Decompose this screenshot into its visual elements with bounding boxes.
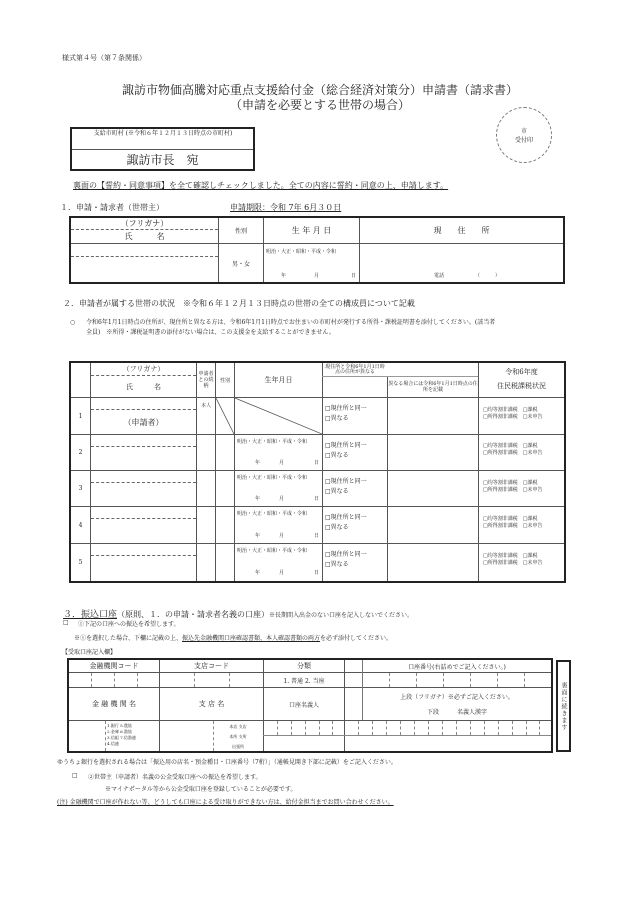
member-name-input[interactable]: （申請者） xyxy=(123,417,164,427)
tax-status-options-1[interactable]: □均等割非課税 □課税 xyxy=(483,443,538,449)
address-diff-col-header: 現住所と令和6年1月1日時点の住所が異なる xyxy=(325,363,385,375)
month-label: 月 xyxy=(279,460,285,466)
birthdate-col-header: 生年月日 xyxy=(264,376,293,384)
era-options[interactable]: 明治・大正・昭和・平成・令和 xyxy=(237,475,308,481)
holder-kanji-instruction: 下段 名義人漢字 xyxy=(426,708,487,716)
bank-name-input[interactable] xyxy=(70,722,104,750)
bank-type-option[interactable]: 2.金庫 6.漁協 xyxy=(107,729,132,734)
option2-checkbox[interactable]: □ xyxy=(72,772,78,779)
option1-note: ※①を選択した場合、下欄に記載の上、 xyxy=(74,635,183,642)
option2-label: ②世帯主（申請者）名義の公金受取口座への振込を希望します。 xyxy=(88,774,262,781)
bank-account-table xyxy=(67,658,553,753)
branch-type-option[interactable]: 出張所 xyxy=(232,744,244,749)
member-gender-input[interactable] xyxy=(217,472,233,505)
applicant-table xyxy=(69,216,565,284)
checkbox-different-address[interactable]: □異なる xyxy=(325,415,349,422)
phone-label: 電話 xyxy=(434,273,445,279)
option1-note-end: を必ず添付してください。 xyxy=(320,635,393,642)
era-options[interactable]: 明治・大正・昭和・平成・令和 xyxy=(237,548,308,554)
branch-type-option[interactable]: 本所 支所 xyxy=(229,734,247,739)
row-number: 3 xyxy=(78,485,83,492)
household-table xyxy=(69,361,566,583)
bank-type-option[interactable]: 1.銀行 5.農協 xyxy=(107,723,132,728)
row-number: 4 xyxy=(78,521,83,529)
municipality-label: 支給市町村 (※令和６年１２月１３日時点の市町村) xyxy=(93,130,233,137)
bank-code-input[interactable] xyxy=(70,674,158,686)
gender-col-header: 性別 xyxy=(219,377,230,384)
applicant-gender-select[interactable]: 男・女 xyxy=(231,260,250,268)
day-label: 日 xyxy=(314,533,320,539)
stamp-label: 受付印 xyxy=(514,137,533,144)
address-header: 現 住 所 xyxy=(433,226,490,235)
bank-type-options[interactable] xyxy=(107,723,136,747)
day-label: 日 xyxy=(314,570,320,576)
member-name-input[interactable] xyxy=(92,557,195,579)
member-furigana-input[interactable] xyxy=(92,436,195,445)
year-label: 年 xyxy=(255,460,261,466)
tax-status-options-2[interactable]: □所得割非課税 □未申告 xyxy=(483,560,543,566)
previous-address-input[interactable] xyxy=(389,472,477,505)
day-label: 日 xyxy=(314,496,320,502)
checkbox-same-address[interactable]: □現住所と同一 xyxy=(325,405,367,412)
member-furigana-input[interactable] xyxy=(92,545,195,554)
option1-note-required-docs: 振込先金融機関口座確認書類、本人確認書類の両方 xyxy=(182,635,321,642)
row-number: 2 xyxy=(78,449,83,456)
day-label: 日 xyxy=(314,460,320,466)
section1-title: １．申請・請求者（世帯主） xyxy=(60,203,164,212)
month-label: 月 xyxy=(279,533,285,539)
holder-kanji-input[interactable] xyxy=(264,737,550,750)
account-holder-header: 口座名義人 xyxy=(288,701,319,709)
tax-col-header-year: 令和6年度 xyxy=(505,368,538,376)
birth-day-label: 日 xyxy=(351,273,357,279)
tax-status-options-2[interactable]: □所得割非課税 □未申告 xyxy=(483,414,543,420)
reception-stamp-area xyxy=(496,107,552,163)
checkbox-same-address[interactable]: □現住所と同一 xyxy=(325,514,367,521)
era-options[interactable]: 明治・大正・昭和・平成・令和 xyxy=(237,511,308,517)
address-record-col-header: 異なる場合には令和6年1月1日時点の住所を記載 xyxy=(388,381,478,393)
previous-address-input[interactable] xyxy=(389,508,477,542)
applicant-era-options[interactable]: 明治・大正・昭和・平成・令和 xyxy=(266,249,337,255)
year-label: 年 xyxy=(255,533,261,539)
member-relation-input[interactable] xyxy=(198,508,214,542)
section3-title: ３．振込口座 xyxy=(63,610,118,620)
tax-status-options-1[interactable]: □均等割非課税 □課税 xyxy=(483,553,538,559)
member-name-input[interactable] xyxy=(92,484,195,505)
previous-address-input[interactable] xyxy=(389,545,477,580)
footer-note: (注) 金融機関で口座が作れない等、どうしても口座による受け取りができない方は、給付金担当までお問い合わせください。 xyxy=(57,799,394,806)
form-number: 様式第４号（第７条関係） xyxy=(62,54,146,62)
category-header: 分類 xyxy=(297,662,311,670)
municipality-box xyxy=(70,127,255,171)
branch-code-input[interactable] xyxy=(161,674,262,686)
page-title: 諏訪市物価高騰対応重点支援給付金（総合経済対策分）申請書（請求書） xyxy=(121,83,518,97)
relation-col-header: 申請者との続柄 xyxy=(198,371,214,389)
tax-status-options-2[interactable]: □所得割非課税 □未申告 xyxy=(483,450,543,456)
applicant-address-input[interactable] xyxy=(361,245,561,267)
member-furigana-input[interactable] xyxy=(92,508,195,517)
gender-header: 性別 xyxy=(234,228,247,235)
member-gender-input[interactable] xyxy=(217,545,233,580)
row-number: 5 xyxy=(78,559,83,566)
member-furigana-input[interactable] xyxy=(92,472,195,481)
account-category-select[interactable]: 1. 普通 2. 当座 xyxy=(283,677,325,685)
holder-furigana-input[interactable] xyxy=(264,722,550,734)
birthdate-header: 生 年 月 日 xyxy=(291,226,332,235)
account-number-input[interactable] xyxy=(363,674,550,686)
tax-status-options-2[interactable]: □所得割非課税 □未申告 xyxy=(483,487,543,493)
page-subtitle: （申請を必要とする世帯の場合） xyxy=(229,98,410,112)
branch-name-header: 支 店 名 xyxy=(198,700,225,708)
month-label: 月 xyxy=(279,496,285,502)
checkbox-same-address[interactable]: □現住所と同一 xyxy=(325,551,367,558)
year-label: 年 xyxy=(255,570,261,576)
checkbox-same-address[interactable]: □現住所と同一 xyxy=(325,442,367,449)
row1-strike-lines xyxy=(216,398,322,434)
member-relation-input[interactable] xyxy=(198,472,214,505)
birth-month-label: 月 xyxy=(314,273,320,279)
bank-code-header: 金融機関コード xyxy=(89,662,139,670)
bank-name-header: 金 融 機 関 名 xyxy=(92,700,136,708)
section3-subtitle: （原則、１．の申請・請求者名義の口座） xyxy=(117,610,270,619)
tax-status-options-1[interactable]: □均等割非課税 □課税 xyxy=(483,407,538,413)
option1-checkbox[interactable]: □ xyxy=(63,619,69,626)
member-gender-input[interactable] xyxy=(217,508,233,542)
member-gender-input[interactable] xyxy=(217,436,233,469)
branch-type-option[interactable]: 本店 支店 xyxy=(229,724,247,729)
holder-furigana-instruction: 上段（フリガナ）※必ずご記入ください。 xyxy=(400,693,514,701)
member-relation: 本人 xyxy=(200,402,211,409)
account-number-header: 口座番号(右詰めでご記入ください。) xyxy=(408,663,506,671)
checkbox-different-address[interactable]: □異なる xyxy=(325,524,349,531)
member-relation-input[interactable] xyxy=(198,545,214,580)
note-bullet: ○ xyxy=(70,319,76,326)
checkbox-different-address[interactable]: □異なる xyxy=(325,488,349,495)
application-deadline: 申請期限：令和 7年 6月３０日 xyxy=(230,203,342,212)
name-header: 氏 名 xyxy=(124,232,165,241)
section2-note: 令和6年1月1日時点の住所が、現住所と異なる方は、令和6年1月1日時点でお住まいの市町村が発行する所得・課税証明書を添付してください。(該当者全員) ※所得・課税証明書の添付がない場合は、この支援金を支給することができません。 xyxy=(86,319,496,336)
previous-address-input[interactable] xyxy=(389,436,477,469)
tax-status-options-1[interactable]: □均等割非課税 □課税 xyxy=(483,516,538,522)
furigana-header: （フリガナ） xyxy=(120,219,169,228)
applicant-furigana-input[interactable] xyxy=(73,245,217,255)
name-col-header: 氏 名 xyxy=(126,382,161,391)
member-furigana-input[interactable] xyxy=(92,399,195,408)
member-name-input[interactable] xyxy=(92,520,195,542)
applicant-name-input[interactable] xyxy=(73,258,217,280)
checkbox-different-address[interactable]: □異なる xyxy=(325,452,349,459)
option2-note: ※マイナポータル等から公金受取口座を登録していることが必要です。 xyxy=(105,786,297,793)
bank-type-option[interactable]: 4.信連 xyxy=(107,741,119,746)
year-label: 年 xyxy=(255,496,261,502)
account-entry-label: 【受取口座記入欄】 xyxy=(62,649,117,656)
continued-on-back-note xyxy=(556,660,571,752)
tax-status-options-2[interactable]: □所得割非課税 □未申告 xyxy=(483,523,543,529)
continued-on-back-text: 裏面に続きます xyxy=(560,681,567,731)
checkbox-same-address[interactable]: □現住所と同一 xyxy=(325,478,367,485)
bank-type-option[interactable]: 3.信組 7.信漁連 xyxy=(107,735,136,740)
checkbox-different-address[interactable]: □異なる xyxy=(325,561,349,568)
option1-label: ①下記の口座への振込を希望します。 xyxy=(78,621,180,628)
addressee: 諏訪市長 宛 xyxy=(126,153,199,167)
yucho-bank-note: ゆうちょ銀行を選択される場合は「振込用の店名・預金種目・口座番号（7桁）」（通帳見開き下部に記載）をご記入ください。 xyxy=(57,759,397,766)
stamp-label-city: 市 xyxy=(520,128,527,135)
member-name-input[interactable] xyxy=(92,448,195,469)
section2-title: ２．申請者が属する世帯の状況 ※令和６年１２月１３日時点の世帯の全ての構成員について記載 xyxy=(63,299,415,308)
month-label: 月 xyxy=(279,570,285,576)
section3-note: ※長期間入出金のない口座を記入しないでください。 xyxy=(269,612,414,619)
member-relation-input[interactable] xyxy=(198,436,214,469)
tax-col-header: 住民税課税状況 xyxy=(497,382,546,390)
phone-input[interactable]: （ ） xyxy=(475,273,501,279)
pledge-statement: 裏面の【誓約・同意事項】を全て確認しチェックしました。全ての内容に誓約・同意の上、申請します。 xyxy=(73,181,449,190)
branch-name-input[interactable] xyxy=(161,722,212,750)
furigana-col-header: （フリガナ） xyxy=(122,365,165,373)
era-options[interactable]: 明治・大正・昭和・平成・令和 xyxy=(237,439,308,445)
row-number: 1 xyxy=(78,412,83,420)
tax-status-options-1[interactable]: □均等割非課税 □課税 xyxy=(483,480,538,486)
branch-type-options[interactable] xyxy=(215,722,261,752)
branch-code-header: 支店コード xyxy=(194,662,229,670)
previous-address-input[interactable] xyxy=(389,399,477,433)
birth-year-label: 年 xyxy=(281,273,287,279)
